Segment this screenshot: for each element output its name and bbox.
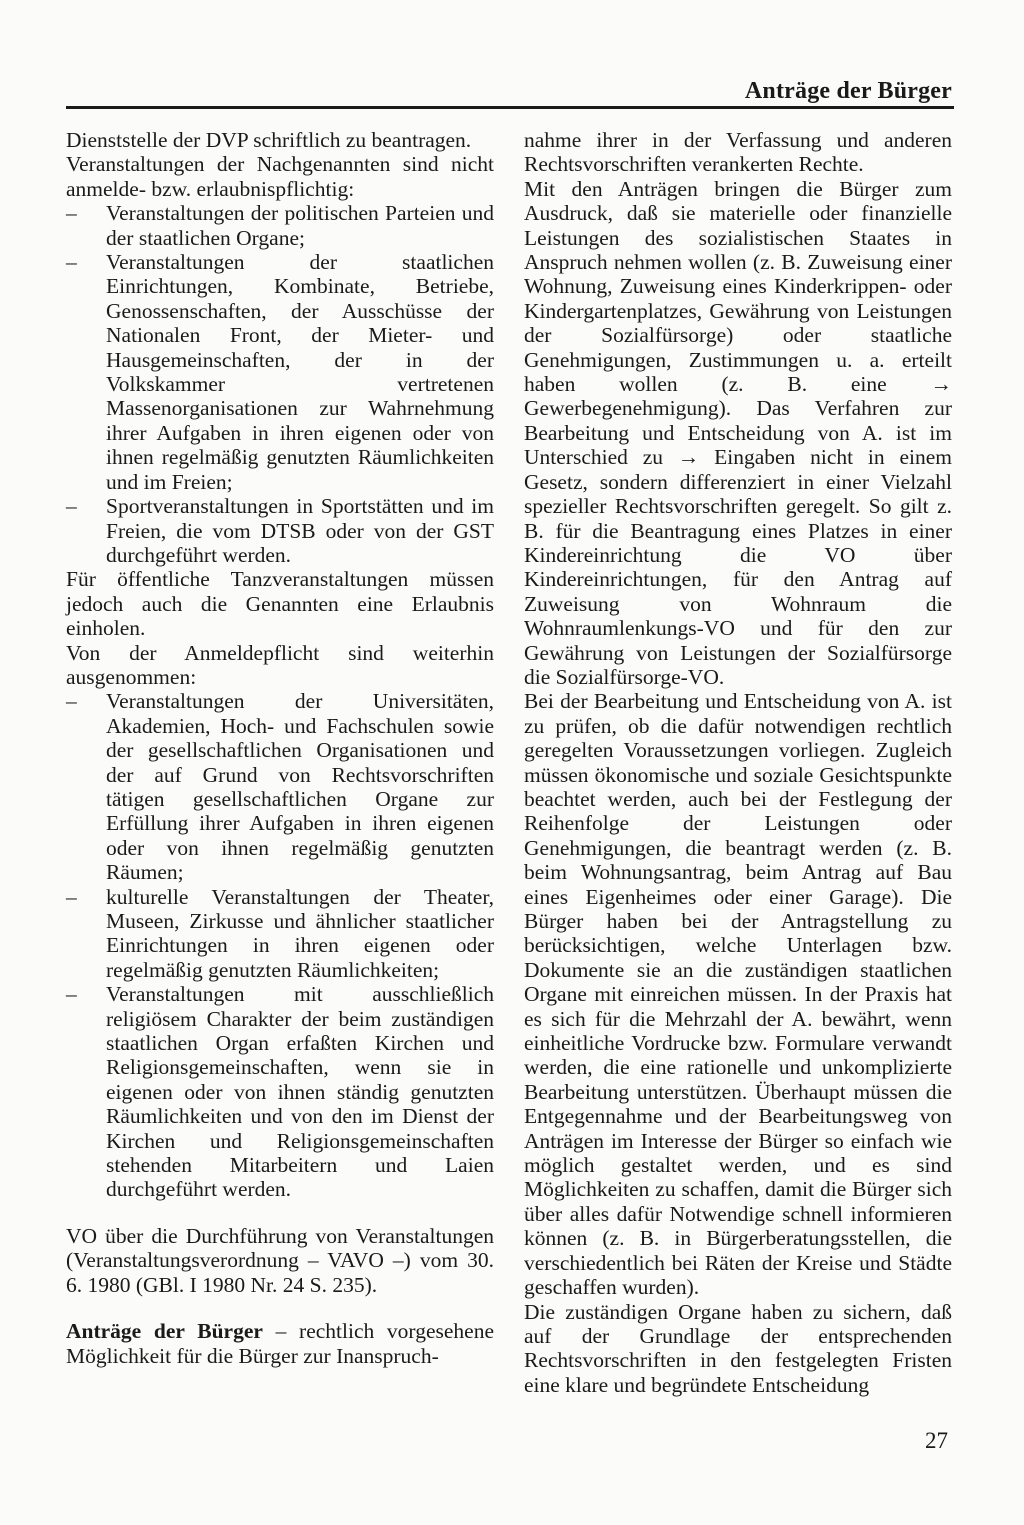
list-item: [66, 494, 494, 567]
dash-list: [66, 201, 494, 567]
list-item: [66, 885, 494, 983]
paragraph: Dienststelle der DVP schriftlich zu beantragen.: [66, 128, 472, 152]
dictionary-entry: [66, 1319, 494, 1368]
list-item-text: Veranstaltungen der staatlichen Einrichtungen, Kombinate, Betriebe, Genossenschaften, der Ausschüsse der Nationalen Front, der Mieter- und Hausgemeinschaften, der in der Volkskammer vertretenen Massenorganisationen zur Wahrnehmung ihrer Aufgaben in ihren eigenen oder von ihnen regelmäßig genutzten Räumlichkeiten und im Freien;: [106, 250, 494, 494]
list-item-text: Veranstaltungen der politischen Parteien und der staatlichen Organe;: [106, 201, 494, 250]
spacer: [66, 1297, 494, 1319]
list-item: [66, 982, 494, 1202]
dash-bullet: –: [66, 884, 77, 909]
dash-list: [66, 689, 494, 1202]
list-item-text: kulturelle Veranstaltungen der Theater, Museen, Zirkusse und ähnlicher staatlicher Einrichtungen in ihren eigenen oder regelmäßig genutzten Räumlichkeiten;: [106, 884, 494, 982]
dash-bullet: –: [66, 250, 77, 275]
entry-definition: – rechtlich vorgesehene Möglichkeit für die Bürger zur Inanspruch-: [66, 1319, 494, 1368]
legal-reference: VO über die Durchführung von Veranstaltungen (Veranstaltungsverordnung – VAVO –) vom 30. 6. 1980 (GBl. I 1980 Nr. 24 S. 235).: [66, 1223, 494, 1297]
running-header-title: Anträge der Bürger: [744, 78, 952, 104]
list-item-text: Veranstaltungen mit ausschließlich religiösem Charakter der beim zuständigen staatlichen Organ erfaßten Kirchen und Religionsgemeinschaften, wenn sie in eigenen oder von ihnen ständig genutzten Räumlichkeiten und von den im Dienst der Kirchen und Religionsgemeinschaften stehenden Mitarbeitern und Laien durchgeführt werden.: [106, 982, 494, 1202]
paragraph: Veranstaltungen der Nachgenannten sind nicht anmelde- bzw. erlaubnispflichtig:: [66, 152, 494, 201]
list-item: [66, 201, 494, 250]
list-item: [66, 689, 494, 884]
header-rule: [66, 106, 954, 109]
dash-bullet: –: [66, 982, 77, 1007]
spacer: [66, 1202, 494, 1224]
paragraph: Für öffentliche Tanzveranstaltungen müssen jedoch auch die Genannten eine Erlaubnis einholen.: [66, 567, 494, 641]
dash-bullet: –: [66, 201, 77, 226]
list-item-text: Veranstaltungen der Universitäten, Akademien, Hoch- und Fachschulen sowie der gesellschaftlichen Organisationen und der auf Grund von Rechtsvorschriften tätigen gesellschaftlichen Organe zur Erfüllung ihrer Aufgaben in ihren eigenen oder von ihnen regelmäßig genutzten Räumen;: [106, 689, 494, 885]
paragraph: nahme ihrer in der Verfassung und anderen Rechtsvorschriften verankerten Rechte.: [524, 128, 952, 177]
paragraph: Bei der Bearbeitung und Entscheidung von A. ist zu prüfen, ob die dafür notwendigen rechtlich geregelten Voraussetzungen vorliegen. Zugleich müssen ökonomische und soziale Gesichtspunkte beachtet werden, auch bei der Festlegung der Reihenfolge der Leistungen oder Genehmigungen, die beantragt werden (z. B. beim Wohnungsantrag, beim Antrag auf Bau eines Eigenheimes oder einer Garage). Die Bürger haben bei der Antragstellung zu berücksichtigen, welche Unterlagen bzw. Dokumente sie an die zuständigen staatlichen Organe mit einreichen müssen. In der Praxis hat es sich für die Mehrzahl der A. bewährt, wenn einheitliche Vordrucke bzw. Formulare verwandt werden, die eine rationelle und unkomplizierte Bearbeitung unterstützen. Überhaupt müssen die Entgegennahme und der Bearbeitungsweg von Anträgen im Interesse der Bürger so einfach wie möglich gestaltet werden, und es sind Möglichkeiten zu schaffen, damit die Bürger sich über alles dafür Notwendige schnell informieren können (z. B. in Bürgerberatungsstellen, die verschiedentlich bei Räten der Kreise und Städte geschaffen wurden).: [524, 689, 952, 1300]
list-item: [66, 250, 494, 494]
dash-bullet: –: [66, 689, 77, 714]
paragraph: Mit den Anträgen bringen die Bürger zum Ausdruck, daß sie materielle oder finanzielle Leistungen des sozialistischen Staates in Anspruch nehmen wollen (z. B. Zuweisung einer Wohnung, Zuweisung eines Kinderkrippen- oder Kindergartenplatzes, Gewährung von Leistungen der Sozialfürsorge) oder staatliche Genehmigungen, Zustimmungen u. a. erteilt haben wollen (z. B. eine → Gewerbegenehmigung). Das Verfahren zur Bearbeitung und Entscheidung von A. ist im Unterschied zu → Eingaben nicht in einem Gesetz, sondern differenziert in einer Vielzahl spezieller Rechtsvorschriften geregelt. So gilt z. B. für die Beantragung eines Platzes in einer Kindereinrichtung die VO über Kindereinrichtungen, für den Antrag auf Zuweisung von Wohnraum die Wohnraumlenkungs-VO und für den zur Gewährung von Leistungen der Sozialfürsorge die Sozialfürsorge-VO.: [524, 176, 952, 689]
entry-lemma: Anträge der Bürger: [66, 1319, 263, 1344]
list-item-text: Sportveranstaltungen in Sportstätten und im Freien, die vom DTSB oder von der GST durchgeführt werden.: [106, 494, 494, 567]
paragraph: Die zuständigen Organe haben zu sichern, daß auf der Grundlage der entsprechenden Rechtsvorschriften in den festgelegten Fristen eine klare und begründete Entscheidung: [524, 1299, 952, 1397]
left-column: [66, 128, 494, 1368]
paragraph: Von der Anmeldepflicht sind weiterhin ausgenommen:: [66, 640, 494, 689]
page-number: 27: [925, 1428, 948, 1453]
dash-bullet: –: [66, 494, 77, 519]
right-column: [524, 128, 952, 1397]
